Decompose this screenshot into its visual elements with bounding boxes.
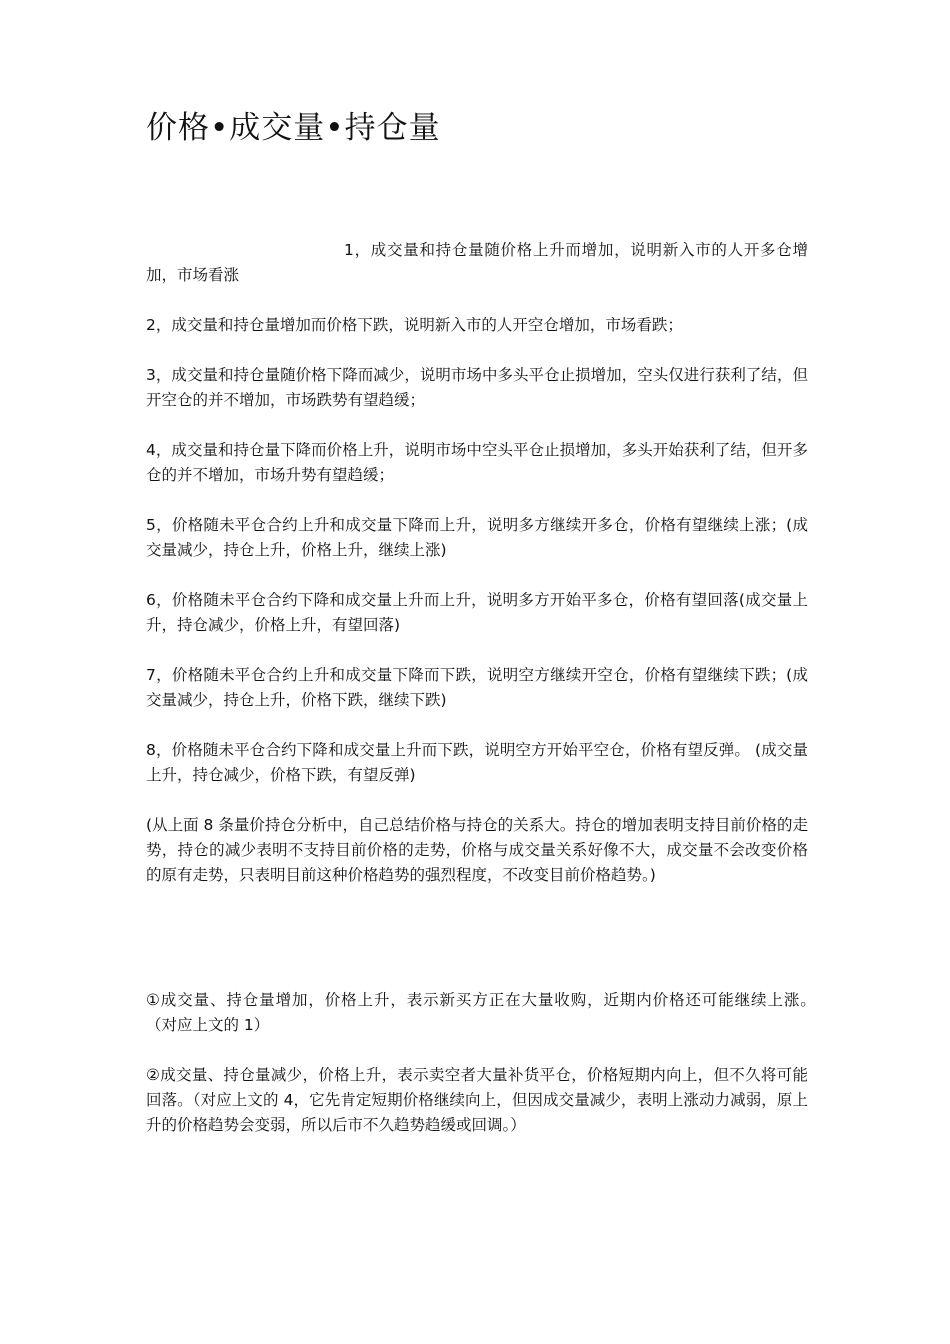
page-title: 价格•成交量•持仓量	[146, 110, 441, 146]
summary-paragraph: (从上面 8 条量价持仓分析中，自己总结价格与持仓的关系大。持仓的增加表明支持目前价格的走势，持仓的减少表明不支持目前价格的走势，价格与成交量关系好像不大，成交量不会改变价格的原有走势，只表明目前这种价格趋势的强烈程度，不改变目前价格趋势。)	[146, 816, 808, 884]
paragraph-7: 7，价格随未平仓合约上升和成交量下降而下跌，说明空方继续开空仓，价格有望继续下跌；(成交量减少，持仓上升，价格下跌，继续下跌)	[146, 666, 808, 709]
paragraph-3: 3，成交量和持仓量随价格下降而减少，说明市场中多头平仓止损增加，空头仅进行获利了结，但开空仓的并不增加，市场跌势有望趋缓；	[146, 366, 808, 409]
paragraph-2: 2，成交量和持仓量增加而价格下跌，说明新入市的人开空仓增加，市场看跌；	[146, 316, 683, 334]
note-2: ②成交量、持仓量减少，价格上升，表示卖空者大量补货平仓，价格短期内向上，但不久将可能回落。（对应上文的 4，它先肯定短期价格继续向上，但因成交量减少，表明上涨动力减弱，原上升的价格趋势会变弱，所以后市不久趋势趋缓或回调。）	[146, 1066, 808, 1134]
paragraph-8: 8，价格随未平仓合约下降和成交量上升而下跌，说明空方开始平空仓，价格有望反弹。 (成交量上升，持仓减少，价格下跌，有望反弹)	[146, 741, 808, 784]
document-body	[146, 238, 871, 1163]
paragraph-1: 1，成交量和持仓量随价格上升而增加，说明新入市的人开多仓增加，市场看涨	[146, 241, 808, 284]
note-1: ①成交量、持仓量增加，价格上升，表示新买方正在大量收购，近期内价格还可能继续上涨。 （对应上文的 1）	[146, 991, 871, 1034]
paragraph-6: 6，价格随未平仓合约下降和成交量上升而上升，说明多方开始平多仓，价格有望回落(成交量上升，持仓减少，价格上升，有望回落)	[146, 591, 808, 634]
section-gap	[146, 913, 808, 988]
paragraph-5: 5，价格随未平仓合约上升和成交量下降而上升，说明多方继续开多仓，价格有望继续上涨；(成交量减少，持仓上升，价格上升，继续上涨)	[146, 516, 808, 559]
paragraph-4: 4，成交量和持仓量下降而价格上升，说明市场中空头平仓止损增加，多头开始获利了结，但开多仓的并不增加，市场升势有望趋缓；	[146, 441, 808, 484]
